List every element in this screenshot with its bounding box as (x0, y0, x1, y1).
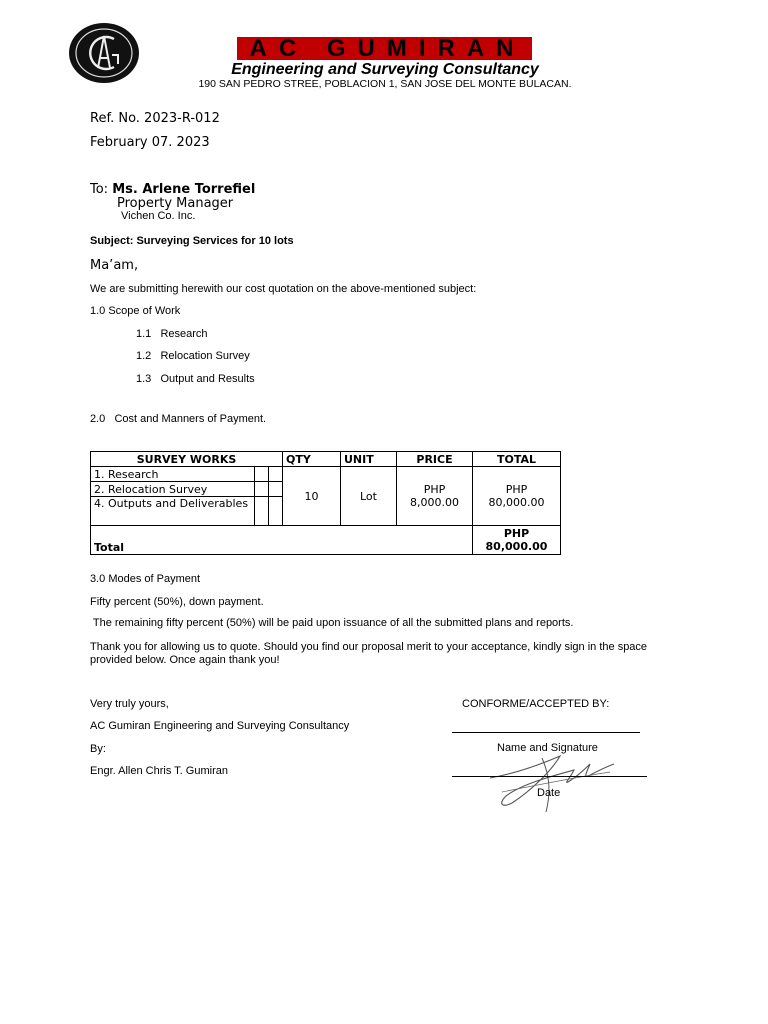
reference-number: Ref. No. 2023-R-012 (90, 111, 220, 126)
intro-text: We are submitting herewith our cost quotation on the above-mentioned subject: (90, 283, 477, 295)
closing-paragraph: Thank you for allowing us to quote. Should you find our proposal merit to your acceptance, kindly sign in the space provided below. Once again thank you! (90, 641, 648, 666)
scope-item-label: Output and Results (160, 373, 255, 385)
table-header-row (91, 452, 561, 467)
name-and-signature-label: Name and Signature (497, 742, 598, 754)
cost-heading: 2.0 Cost and Manners of Payment. (90, 413, 267, 425)
closing-phrase: Very truly yours, (90, 698, 169, 710)
recipient-line (90, 182, 255, 197)
scope-item (136, 328, 208, 340)
recipient-prefix: To: (90, 182, 109, 197)
price-amount: 8,000.00 (410, 496, 459, 509)
date-label: Date (537, 787, 561, 799)
header-price: PRICE (397, 452, 473, 467)
handwritten-signature (482, 748, 622, 816)
work-item: 2. Relocation Survey (91, 482, 255, 497)
scope-item-number: 1.1 (136, 328, 152, 340)
recipient-name: Ms. Arlene Torrefiel (112, 182, 256, 197)
signer-name: Engr. Allen Chris T. Gumiran (90, 765, 228, 777)
total-currency: PHP (505, 483, 528, 496)
work-item: 4. Outputs and Deliverables (91, 497, 255, 526)
payment-line-1: Fifty percent (50%), down payment. (90, 596, 264, 608)
total-amount: 80,000.00 (488, 496, 545, 509)
company-name: AC GUMIRAN (237, 37, 532, 60)
scope-item-number: 1.3 (136, 373, 152, 385)
scope-item (136, 373, 255, 385)
signoff-by: By: (90, 743, 106, 755)
conforme-name-line (452, 732, 640, 733)
price-currency: PHP (423, 483, 446, 496)
recipient-position: Property Manager (117, 196, 234, 211)
header-survey-works: SURVEY WORKS (91, 452, 283, 467)
header-total: TOTAL (473, 452, 561, 467)
table-total-row (91, 526, 561, 555)
conforme-heading: CONFORME/ACCEPTED BY: (462, 698, 610, 710)
scope-item (136, 350, 250, 362)
ac-monogram-logo (68, 22, 140, 84)
salutation: Ma’am, (90, 258, 139, 273)
price-cell (397, 467, 473, 526)
scope-heading: 1.0 Scope of Work (90, 305, 181, 317)
company-address: 190 SAN PEDRO STREE, POBLACION 1, SAN JOSE DEL MONTE BULACAN. (198, 78, 572, 90)
subject-line: Subject: Surveying Services for 10 lots (90, 235, 294, 247)
table-row (91, 467, 561, 482)
conforme-date-line (452, 776, 647, 777)
header-qty: QTY (283, 452, 341, 467)
qty-cell: 10 (283, 467, 341, 526)
payment-heading: 3.0 Modes of Payment (90, 573, 201, 585)
total-cell (473, 467, 561, 526)
work-item: 1. Research (91, 467, 255, 482)
letter-date: February 07. 2023 (90, 135, 210, 150)
recipient-company: Vichen Co. Inc. (121, 210, 196, 222)
payment-line-2: The remaining fifty percent (50%) will be paid upon issuance of all the submitted plans and reports. (90, 617, 574, 629)
company-subtitle: Engineering and Surveying Consultancy (231, 61, 539, 78)
scope-item-label: Relocation Survey (160, 350, 250, 362)
grand-total-cell (473, 526, 561, 555)
total-label: Total (91, 526, 473, 555)
cost-table (90, 451, 561, 555)
header-unit: UNIT (341, 452, 397, 467)
scope-item-number: 1.2 (136, 350, 152, 362)
grand-total-amount: 80,000.00 (485, 540, 548, 553)
unit-cell: Lot (341, 467, 397, 526)
signoff-company: AC Gumiran Engineering and Surveying Consultancy (90, 720, 350, 732)
scope-item-label: Research (160, 328, 208, 340)
grand-total-currency: PHP (503, 527, 530, 540)
